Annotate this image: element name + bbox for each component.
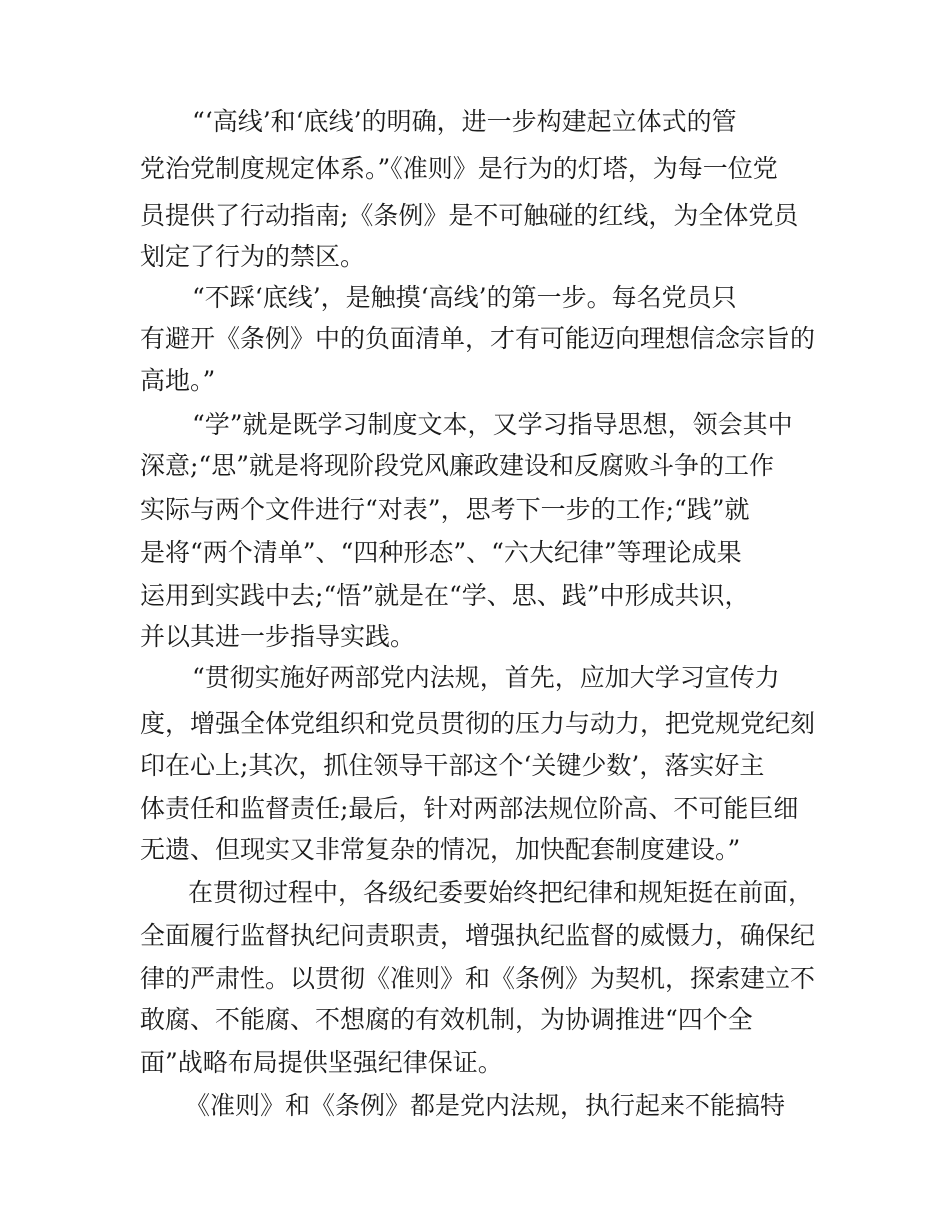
text-line: 是将“两个清单”、“四种形态”、“六大纪律”等理论成果 [140,538,742,567]
text-line: 面”战略布局提供坚强纪律保证。 [140,1048,503,1077]
text-line: 律的严肃性。以贯彻《准则》和《条例》为契机，探索建立不 [140,964,816,993]
text-line: 敢腐、不能腐、不想腐的有效机制，为协调推进“四个全 [140,1005,753,1034]
text-line: 《准则》和《条例》都是党内法规，执行起来不能搞特 [185,1091,786,1120]
text-line: “贯彻实施好两部党内法规，首先，应加大学习宣传力 [192,663,780,692]
text-line: “学”就是既学习制度文本，又学习指导思想，领会其中 [192,410,793,439]
text-line: 运用到实践中去;“悟”就是在“学、思、践”中形成共识， [140,581,750,610]
text-line: 度，增强全体党组织和党员贯彻的压力与动力，把党规党纪刻 [140,709,816,738]
text-line: 在贯彻过程中，各级纪委要始终把纪律和规矩挺在前面， [188,878,814,907]
text-line: 深意;“思”就是将现阶段党风廉政建设和反腐败斗争的工作 [140,451,774,480]
text-line: “不踩‘底线’，是触摸‘高线’的第一步。每名党员只 [192,283,737,312]
text-line: 无遗、但现实又非常复杂的情况，加快配套制度建设。” [140,835,741,864]
text-line: 印在心上;其次，抓住领导干部这个‘关键少数’，落实好主 [140,751,765,780]
text-line: 并以其进一步指导实践。 [140,622,416,651]
text-line: 有避开《条例》中的负面清单，才有可能迈向理想信念宗旨的 [140,324,816,353]
text-line: 划定了行为的禁区。 [140,242,366,271]
text-line: “‘高线’和‘底线’的明确，进一步构建起立体式的管 [192,107,737,136]
text-line: 全面履行监督执纪问责职责，增强执纪监督的威慑力，确保纪 [140,921,816,950]
text-line: 员提供了行动指南;《条例》是不可触碰的红线，为全体党员 [140,201,799,230]
text-line: 党治党制度规定体系。”《准则》是行为的灯塔，为每一位党 [140,154,778,183]
text-line: 实际与两个文件进行“对表”，思考下一步的工作;“践”就 [140,495,750,524]
text-line: 体责任和监督责任;最后，针对两部法规位阶高、不可能巨细 [140,794,799,823]
text-line: 高地。” [140,366,216,395]
